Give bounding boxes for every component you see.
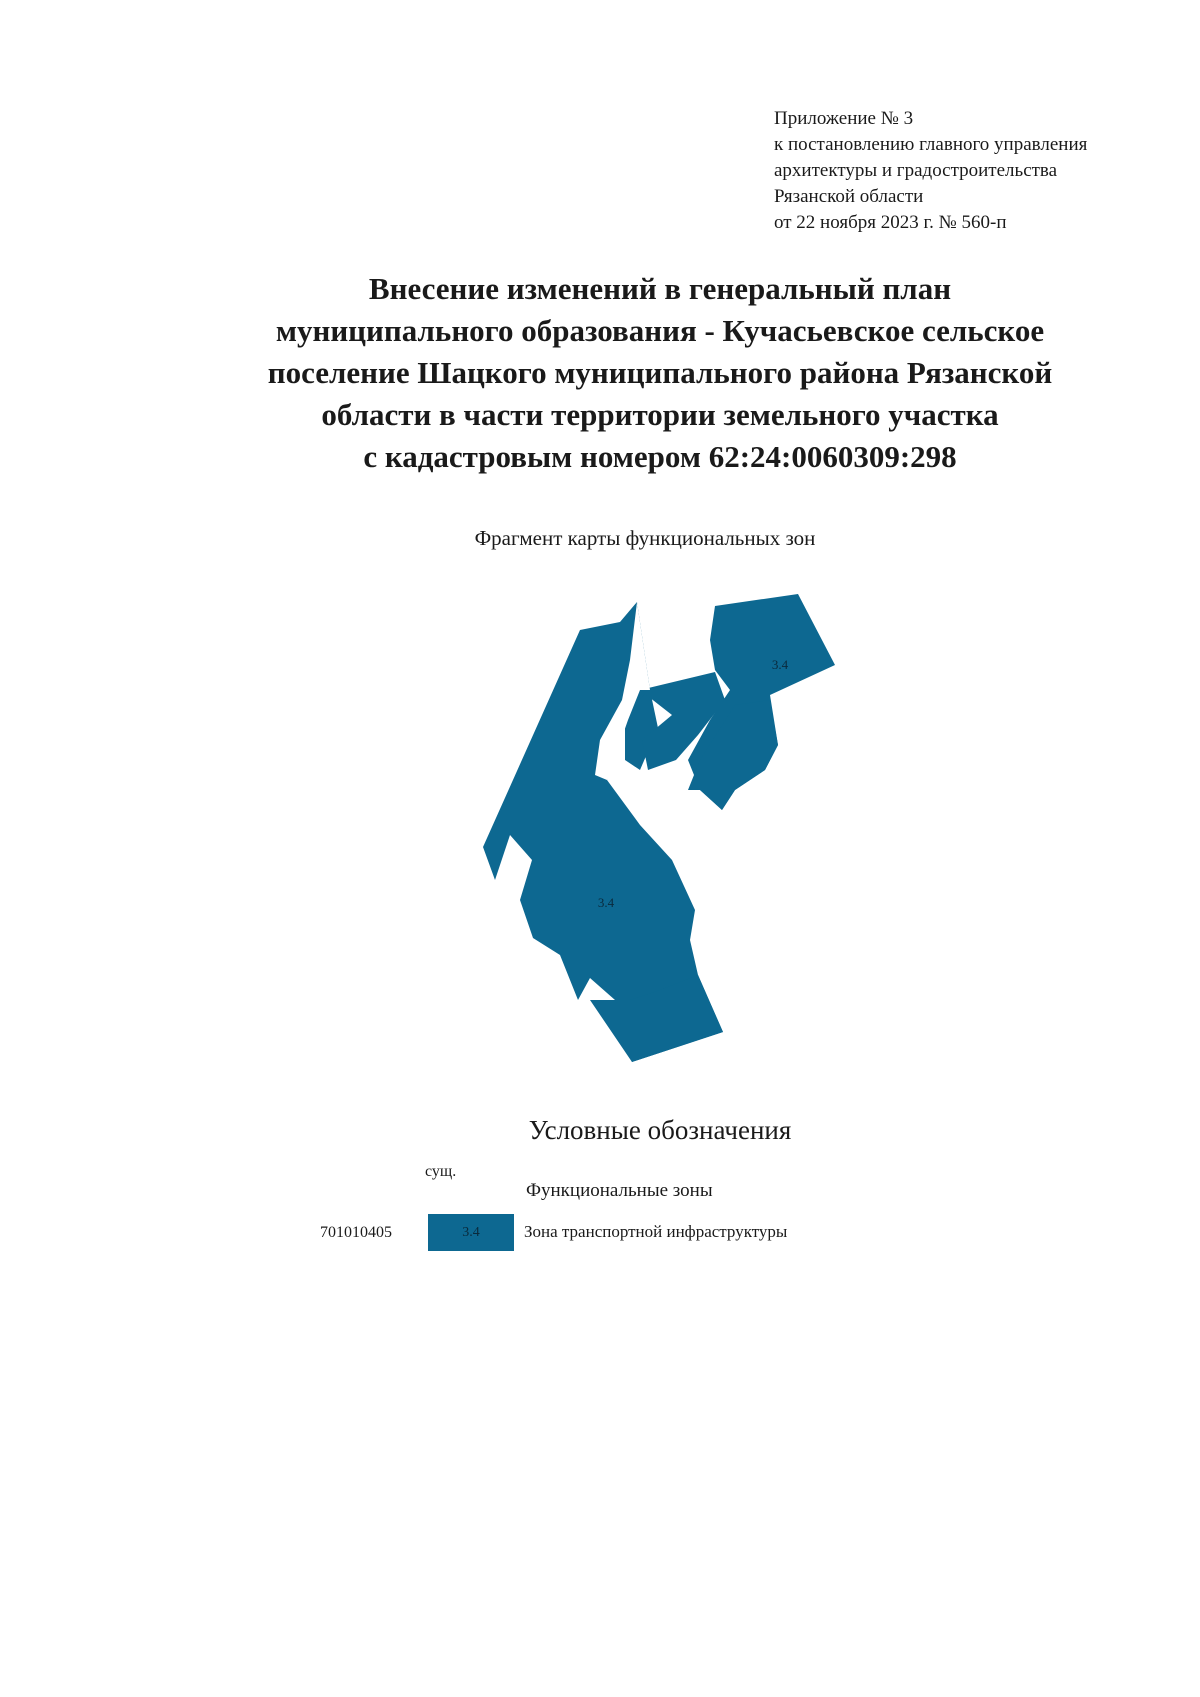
legend-item-description: Зона транспортной инфраструктуры (524, 1222, 788, 1241)
legend-section-title: Функциональные зоны (526, 1180, 713, 1201)
map-subtitle: Фрагмент карты функциональных зон (474, 526, 816, 550)
appendix-line: Приложение № 3 (774, 108, 914, 129)
appendix-line: Рязанской области (774, 186, 924, 207)
legend-title: Условные обозначения (528, 1115, 792, 1145)
legend-item-code: 701010405 (320, 1224, 392, 1241)
legend-swatch: 3.4 (428, 1214, 514, 1251)
appendix-line: архитектуры и градостроительства (774, 160, 1058, 181)
title-line: Внесение изменений в генеральный план (368, 271, 952, 306)
legend-status-label: сущ. (425, 1163, 457, 1180)
zone-label: 3.4 (771, 657, 789, 672)
title-line: поселение Шацкого муниципального района Рязанской (267, 355, 1053, 390)
appendix-line: к постановлению главного управления (774, 134, 1088, 155)
title-line: с кадастровым номером 62:24:0060309:298 (363, 439, 957, 474)
zone-label: 3.4 (597, 895, 615, 910)
appendix-line: от 22 ноября 2023 г. № 560-п (774, 212, 1007, 233)
title-line: области в части территории земельного участка (321, 397, 999, 432)
title-line: муниципального образования - Кучасьевское сельское (275, 313, 1045, 348)
